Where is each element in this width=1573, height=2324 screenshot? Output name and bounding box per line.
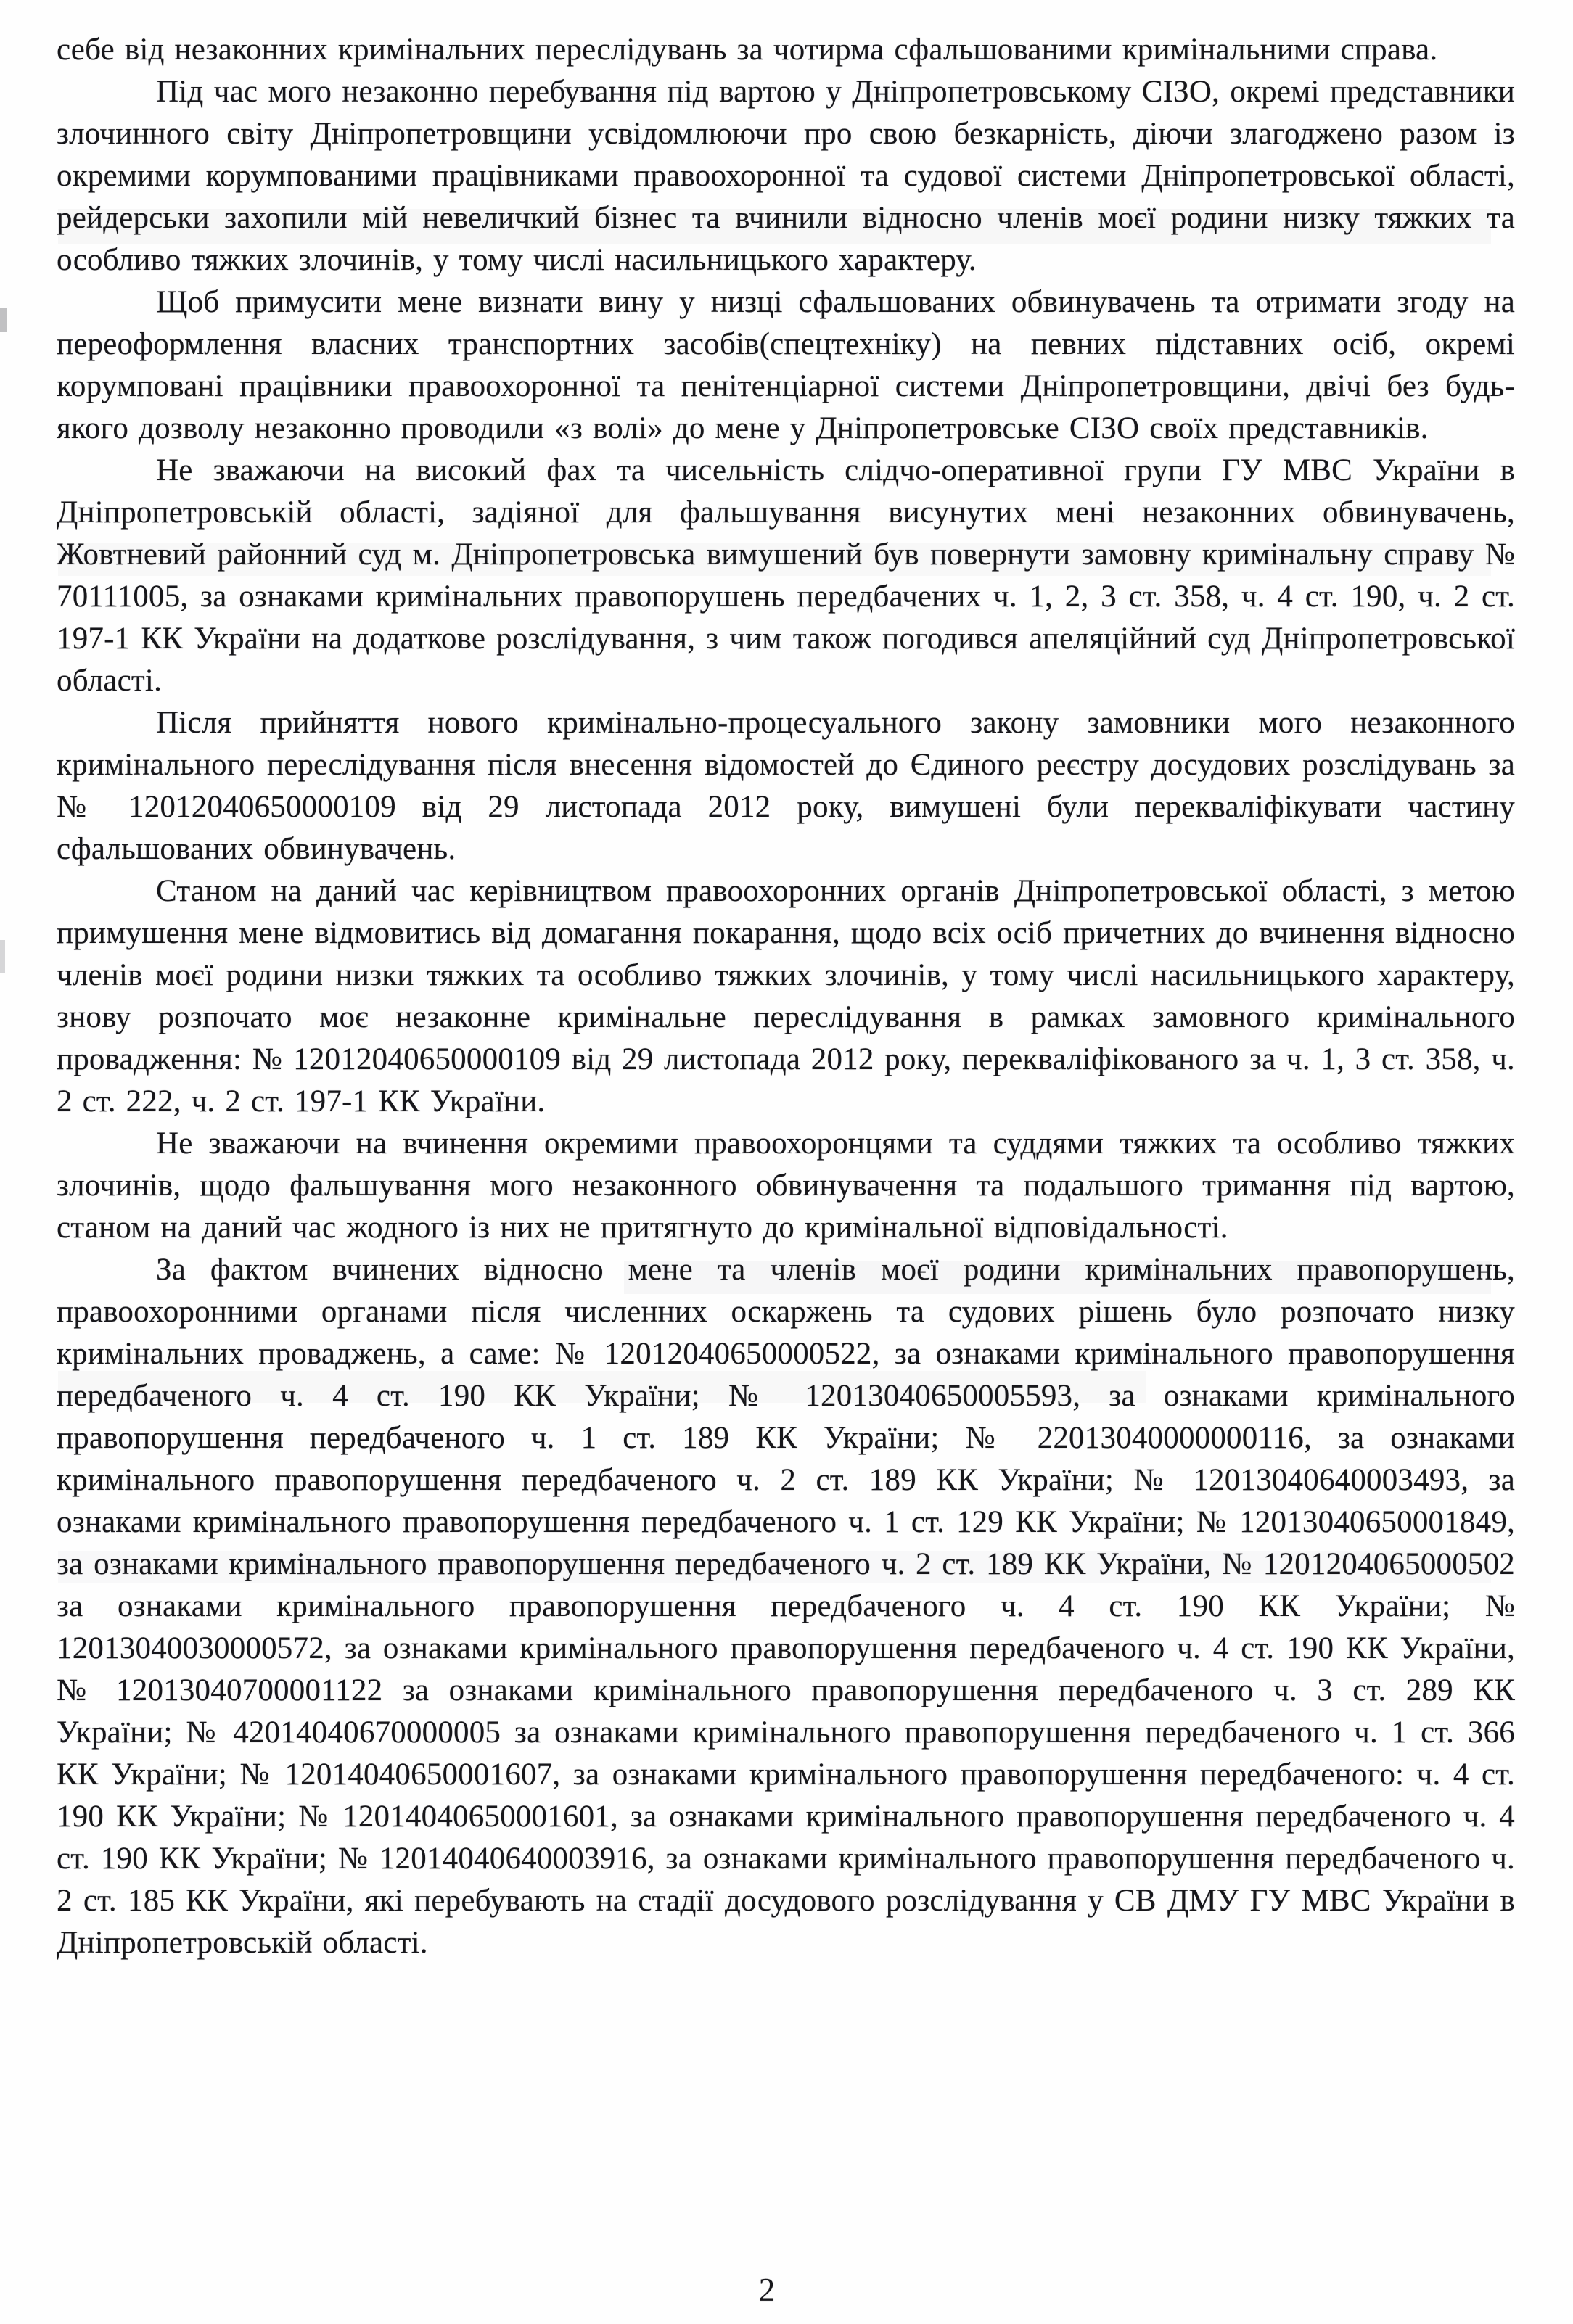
document-body — [57, 29, 1515, 1964]
page-number: 2 — [758, 2272, 776, 2308]
paragraph: Не зважаючи на вчинення окремими правоохоронцями та суддями тяжких та особливо тяжких злочинів, щодо фальшування мого незаконного обвинувачення та подальшого тримання під вартою, станом на даний час жодного із них не притягнуто до кримінальної відповідальності. — [57, 1126, 1515, 1245]
paragraph: Під час мого незаконно перебування під вартою у Дніпропетровському СІЗО, окремі представники злочинного світу Дніпропетровщини усвідомлюючи про свою безкарність, діючи злагоджено разом із окремими корумпованими працівниками правоохоронної та судової системи Дніпропетровської області, рейдерськи захопили мій невеличкий бізнес та вчинили відносно членів моєї родини низку тяжких та особливо тяжких злочинів, у тому числі насильницького характеру. — [57, 75, 1515, 277]
scan-edge-mark — [0, 308, 7, 332]
paragraph: Не зважаючи на високий фах та чисельність слідчо-оперативної групи ГУ МВС України в Дніпропетровській області, задіяної для фальшування висунутих мені незаконних обвинувачень, Жовтневий районний суд м. Дніпропетровська вимушений був повернути замовну кримінальну справу № 70111005, за ознаками кримінальних правопорушень передбачених ч. 1, 2, 3 ст. 358, ч. 4 ст. 190, ч. 2 ст. 197-1 КК України на додаткове розслідування, з чим також погодився апеляційний суд Дніпропетровської області. — [57, 453, 1515, 698]
scan-edge-mark — [0, 940, 5, 973]
paragraph: Щоб примусити мене визнати вину у низці сфальшованих обвинувачень та отримати згоду на переоформлення власних транспортних засобів(спецтехніку) на певних підставних осіб, окремі корумповані працівники правоохоронної та пенітенціарної системи Дніпропетровщини, двічі без будь-якого дозволу незаконно проводили «з волі» до мене у Дніпропетровське СІЗО своїх представників. — [57, 285, 1515, 445]
paragraph: За фактом вчинених відносно мене та членів моєї родини кримінальних правопорушень, правоохоронними органами після численних оскаржень та судових рішень було розпочато низку кримінальних проваджень, а саме: № 12012040650000522, за ознаками кримінального правопорушення передбаченого ч. 4 ст. 190 КК України; № 12013040650005593, за ознаками кримінального правопорушення передбаченого ч. 1 ст. 189 КК України; № 22013040000000116, за ознаками кримінального правопорушення передбаченого ч. 2 ст. 189 КК України; № 12013040640003493, за ознаками кримінального правопорушення передбаченого ч. 1 ст. 129 КК України; № 12013040650001849, за ознаками кримінального правопорушення передбаченого ч. 2 ст. 189 КК України, № 1201204065000502 за ознаками кримінального правопорушення передбаченого ч. 4 ст. 190 КК України; № 12013040030000572, за ознаками кримінального правопорушення передбаченого ч. 4 ст. 190 КК України, № 12013040700001122 за ознаками кримінального правопорушення передбаченого ч. 3 ст. 289 КК України; № 42014040670000005 за ознаками кримінального правопорушення передбаченого ч. 1 ст. 366 КК України; № 12014040650001607, за ознаками кримінального правопорушення передбаченого: ч. 4 ст. 190 КК України; № 12014040650001601, за ознаками кримінального правопорушення передбаченого ч. 4 ст. 190 КК України; № 12014040640003916, за ознаками кримінального правопорушення передбаченого ч. 2 ст. 185 КК України, які перебувають на стадії досудового розслідування у СВ ДМУ ГУ МВС України в Дніпропетровській області. — [57, 1253, 1515, 1960]
paragraph: Після прийняття нового кримінально-процесуального закону замовники мого незаконного кримінального переслідування після внесення відомостей до Єдиного реєстру досудових розслідувань за № 12012040650000109 від 29 листопада 2012 року, вимушені були перекваліфікувати частину сфальшованих обвинувачень. — [57, 706, 1515, 866]
paragraph: Станом на даний час керівництвом правоохоронних органів Дніпропетровської області, з метою примушення мене відмовитись від домагання покарання, щодо всіх осіб причетних до вчинення відносно членів моєї родини низки тяжких та особливо тяжких злочинів, у тому числі насильницького характеру, знову розпочато моє незаконне кримінальне переслідування в рамках замовного кримінального провадження: № 12012040650000109 від 29 листопада 2012 року, перекваліфікованого за ч. 1, 3 ст. 358, ч. 2 ст. 222, ч. 2 ст. 197-1 КК України. — [57, 874, 1515, 1118]
paragraph-continuation: себе від незаконних кримінальних переслідувань за чотирма сфальшованими кримінальними справа. — [57, 33, 1438, 67]
